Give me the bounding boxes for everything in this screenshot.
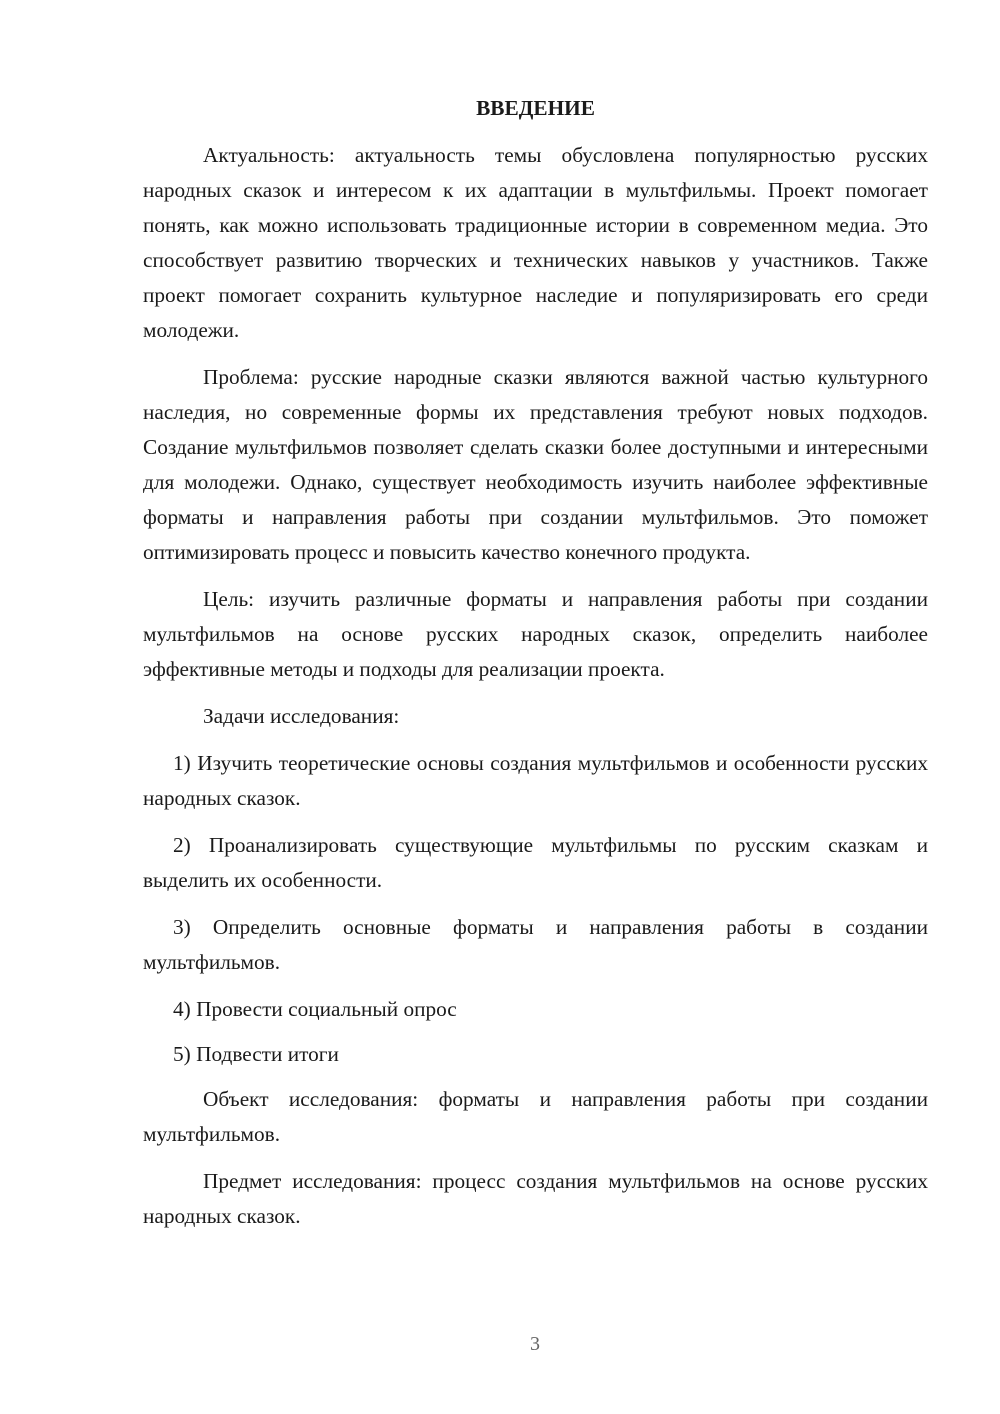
problem-paragraph: Проблема: русские народные сказки являются важной частью культурного наследия, но современные формы их представления требуют новых подходов. Создание мультфильмов позволяет сделать сказки более доступными и интересными для молодежи. Однако, существует необходимость изучить наиболее эффективные форматы и направления работы при создании мультфильмов. Это поможет оптимизировать процесс и повысить качество конечного продукта. xyxy=(143,365,928,564)
page-content xyxy=(143,91,928,1246)
subject-paragraph: Предмет исследования: процесс создания мультфильмов на основе русских народных сказок. xyxy=(143,1169,928,1228)
task-item-1: 1) Изучить теоретические основы создания мультфильмов и особенности русских народных сказок. xyxy=(143,751,928,810)
task-item-2: 2) Проанализировать существующие мультфильмы по русским сказкам и выделить их особенности. xyxy=(143,833,928,892)
goal-paragraph: Цель: изучить различные форматы и направления работы при создании мультфильмов на основе русских народных сказок, определить наиболее эффективные методы и подходы для реализации проекта. xyxy=(143,587,928,681)
task-item-4: 4) Провести социальный опрос xyxy=(173,997,457,1021)
object-paragraph: Объект исследования: форматы и направления работы при создании мультфильмов. xyxy=(143,1087,928,1146)
tasks-title: Задачи исследования: xyxy=(203,704,400,728)
task-item-5: 5) Подвести итоги xyxy=(173,1042,339,1066)
relevance-paragraph: Актуальность: актуальность темы обусловлена популярностью русских народных сказок и интересом к их адаптации в мультфильмы. Проект помогает понять, как можно использовать традиционные истории в современном медиа. Это способствует развитию творческих и технических навыков у участников. Также проект помогает сохранить культурное наследие и популяризировать его среди молодежи. xyxy=(143,143,928,342)
page-number: 3 xyxy=(530,1333,540,1355)
page-heading: ВВЕДЕНИЕ xyxy=(476,96,595,120)
task-item-3: 3) Определить основные форматы и направления работы в создании мультфильмов. xyxy=(143,915,928,974)
